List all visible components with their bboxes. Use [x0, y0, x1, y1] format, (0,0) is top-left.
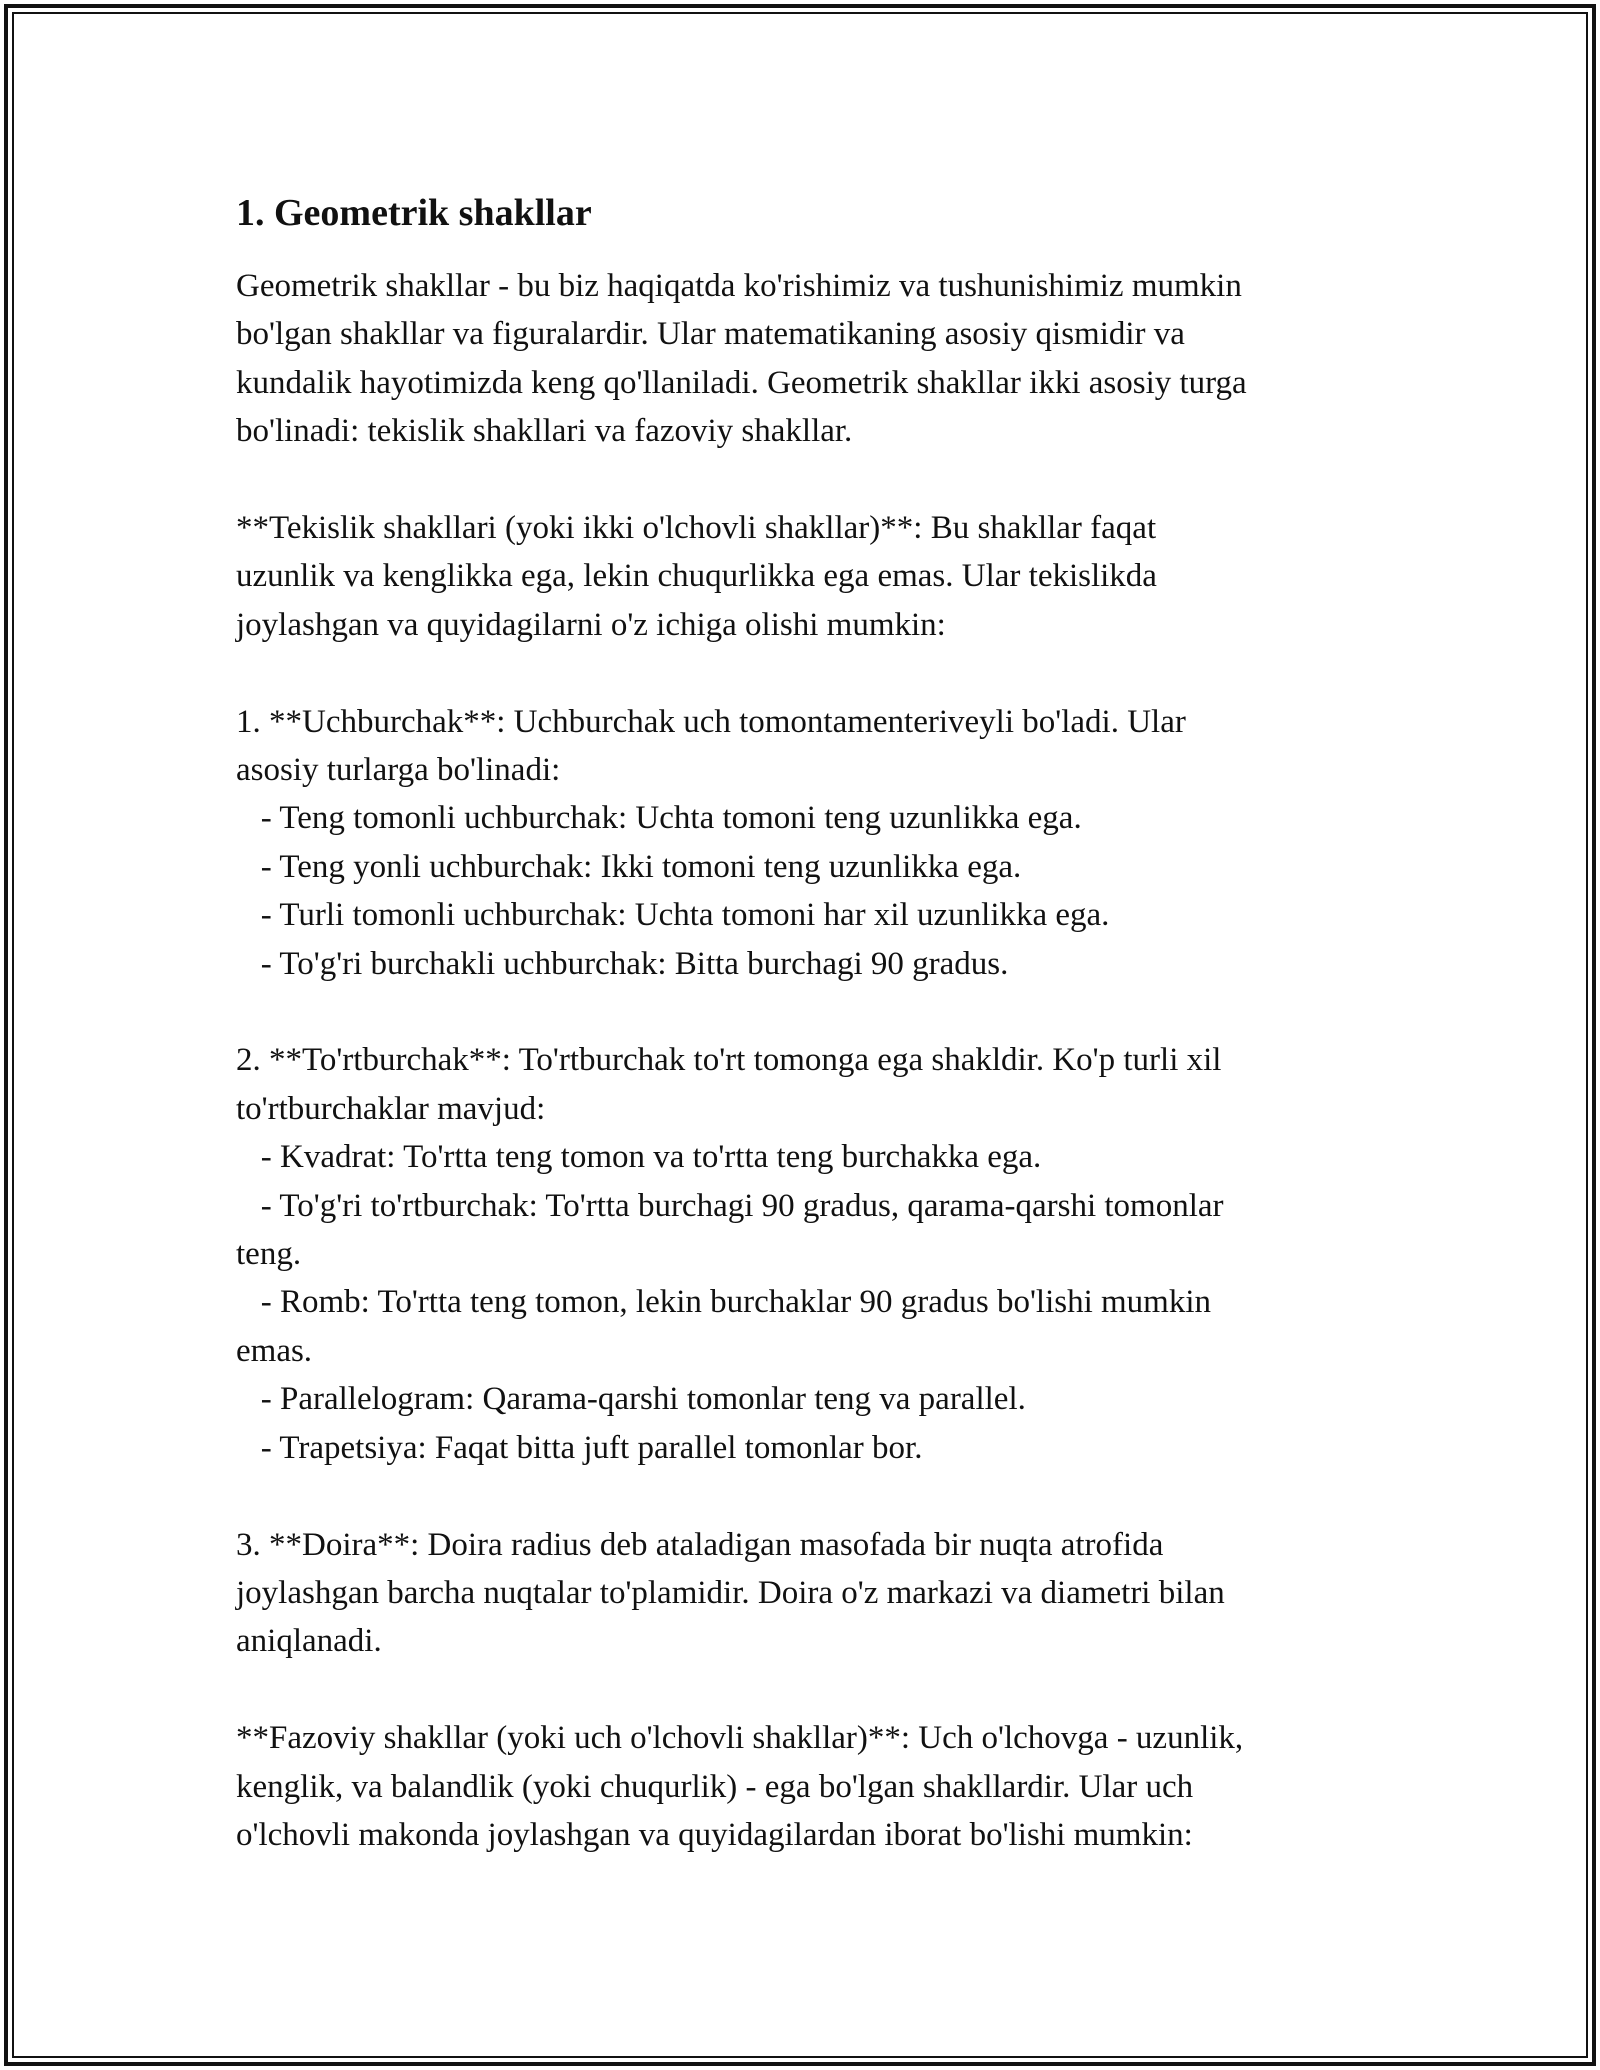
text-line: aniqlanadi.: [236, 1623, 382, 1660]
sub-list-item: - To'g'ri burchakli uchburchak: Bitta burchagi 90 gradus.: [236, 945, 1009, 982]
sub-list-item: - To'g'ri to'rtburchak: To'rtta burchagi 90 gradus, qarama-qarshi tomonlar: [236, 1187, 1224, 1224]
text-line: 1. **Uchburchak**: Uchburchak uch tomontamenteriveyli bo'ladi. Ular: [236, 703, 1186, 740]
paragraph-solid-shapes: [236, 1714, 1376, 1859]
text-line: 3. **Doira**: Doira radius deb ataladigan masofada bir nuqta atrofida: [236, 1526, 1164, 1563]
text-line: kenglik, va balandlik (yoki chuqurlik) - ega bo'lgan shakllardir. Ular uch: [236, 1768, 1194, 1805]
text-line: **Tekislik shakllari (yoki ikki o'lchovli shakllar)**: Bu shakllar faqat: [236, 510, 1157, 547]
text-line: **Fazoviy shakllar (yoki uch o'lchovli shakllar)**: Uch o'lchovga - uzunlik,: [236, 1720, 1244, 1757]
text-line: o'lchovli makonda joylashgan va quyidagilardan iborat bo'lishi mumkin:: [236, 1816, 1193, 1853]
list-item-triangle: [236, 698, 1376, 988]
text-line: asosiy turlarga bo'linadi:: [236, 752, 561, 789]
text-line: 2. **To'rtburchak**: To'rtburchak to'rt tomonga ega shakldir. Ko'p turli xil: [236, 1042, 1222, 1079]
text-line: uzunlik va kenglikka ega, lekin chuqurlikka ega emas. Ular tekislikda: [236, 558, 1157, 595]
paragraph-intro: [236, 262, 1376, 456]
list-item-quadrilateral: [236, 1036, 1376, 1472]
sub-list-item: - Teng tomonli uchburchak: Uchta tomoni teng uzunlikka ega.: [236, 800, 1082, 837]
text-line: joylashgan va quyidagilarni o'z ichiga olishi mumkin:: [236, 606, 946, 643]
sub-list-item: - Parallelogram: Qarama-qarshi tomonlar teng va parallel.: [236, 1381, 1026, 1418]
text-line: joylashgan barcha nuqtalar to'plamidir. Doira o'z markazi va diametri bilan: [236, 1574, 1225, 1611]
paragraph-plane-shapes: [236, 504, 1376, 649]
text-line: Geometrik shakllar - bu biz haqiqatda ko'rishimiz va tushunishimiz mumkin: [236, 268, 1242, 304]
section-heading: 1. Geometrik shakllar: [236, 192, 592, 234]
sub-list-item: - Trapetsiya: Faqat bitta juft parallel tomonlar bor.: [236, 1429, 923, 1466]
list-item-circle: [236, 1521, 1376, 1666]
sub-list-item: - Kvadrat: To'rtta teng tomon va to'rtta teng burchakka ega.: [236, 1139, 1042, 1176]
text-line: to'rtburchaklar mavjud:: [236, 1090, 546, 1127]
sub-list-item: - Turli tomonli uchburchak: Uchta tomoni har xil uzunlikka ega.: [236, 897, 1110, 934]
sub-list-item: - Romb: To'rtta teng tomon, lekin burchaklar 90 gradus bo'lishi mumkin: [236, 1284, 1212, 1321]
text-line: kundalik hayotimizda keng qo'llaniladi. Geometrik shakllar ikki asosiy turga: [236, 364, 1247, 401]
text-line: teng.: [236, 1236, 302, 1273]
document-body: [236, 186, 1376, 1859]
sub-list-item: - Teng yonli uchburchak: Ikki tomoni teng uzunlikka ega.: [236, 848, 1022, 885]
text-line: emas.: [236, 1332, 313, 1369]
text-line: bo'lgan shakllar va figuralardir. Ular matematikaning asosiy qismidir va: [236, 316, 1185, 353]
text-line: bo'linadi: tekislik shakllari va fazoviy shakllar.: [236, 413, 853, 450]
